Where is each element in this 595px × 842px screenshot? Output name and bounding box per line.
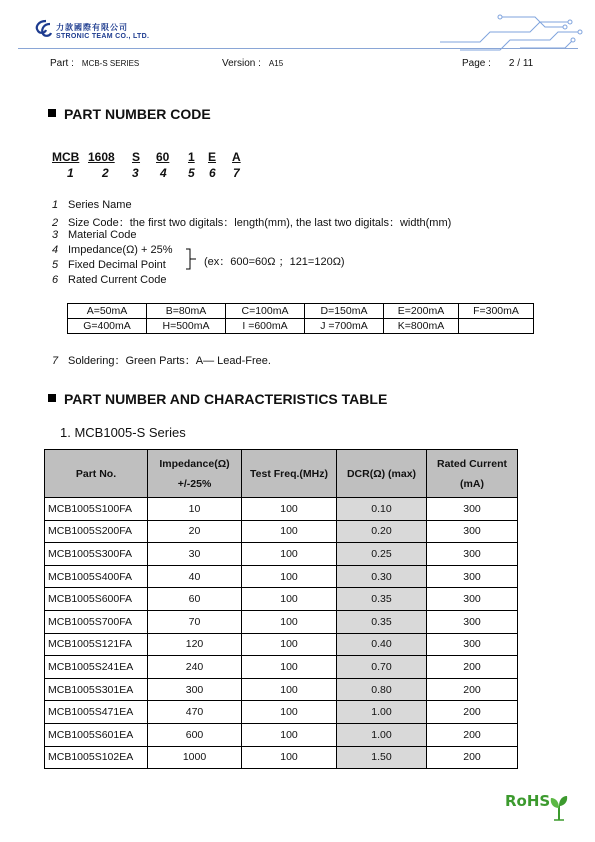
freq-cell: 100 bbox=[242, 498, 337, 521]
brace-icon bbox=[186, 248, 196, 270]
table-row bbox=[45, 543, 518, 566]
version-value: A15 bbox=[268, 59, 284, 68]
part-no-cell: MCB1005S301EA bbox=[45, 678, 148, 701]
dcr-cell: 0.25 bbox=[337, 543, 427, 566]
dcr-cell: 0.20 bbox=[337, 520, 427, 543]
section-title: PART NUMBER AND CHARACTERISTICS TABLE bbox=[64, 391, 388, 407]
code-part: MCB bbox=[52, 150, 80, 164]
version-label: Version : bbox=[222, 58, 261, 69]
impedance-cell: 70 bbox=[148, 610, 242, 633]
square-bullet-icon bbox=[48, 109, 56, 117]
explanation-item: 4 Impedance(Ω) + 25% bbox=[52, 244, 173, 256]
code-index: 7 bbox=[233, 166, 240, 180]
current-cell: 300 bbox=[427, 588, 518, 611]
current-cell: 300 bbox=[427, 610, 518, 633]
freq-cell: 100 bbox=[242, 610, 337, 633]
header-divider bbox=[18, 48, 578, 49]
part-no-cell: MCB1005S400FA bbox=[45, 565, 148, 588]
impedance-cell: 120 bbox=[148, 633, 242, 656]
code-index: 1 bbox=[67, 166, 74, 180]
table-row bbox=[45, 746, 518, 769]
explanation-item: 6 Rated Current Code bbox=[52, 274, 167, 286]
current-code-cell: J =700mA bbox=[305, 319, 384, 334]
header-part-no: Part No. bbox=[45, 450, 148, 498]
part-no-cell: MCB1005S471EA bbox=[45, 701, 148, 724]
table-row bbox=[45, 565, 518, 588]
part-no-cell: MCB1005S700FA bbox=[45, 610, 148, 633]
impedance-cell: 300 bbox=[148, 678, 242, 701]
dcr-cell: 1.00 bbox=[337, 701, 427, 724]
impedance-cell: 600 bbox=[148, 723, 242, 746]
current-code-cell: H=500mA bbox=[147, 319, 226, 334]
code-part: 1608 bbox=[88, 150, 115, 164]
part-field bbox=[50, 58, 139, 69]
rohs-logo: RoHS bbox=[505, 792, 551, 810]
part-no-cell: MCB1005S600FA bbox=[45, 588, 148, 611]
code-index: 2 bbox=[102, 166, 109, 180]
current-cell: 300 bbox=[427, 633, 518, 656]
table-row bbox=[45, 520, 518, 543]
header-test-freq: Test Freq.(MHz) bbox=[242, 450, 337, 498]
current-cell: 200 bbox=[427, 746, 518, 769]
current-cell: 300 bbox=[427, 543, 518, 566]
table-row bbox=[45, 678, 518, 701]
soldering-note: 7 Soldering：Green Parts：A— Lead-Free. bbox=[52, 355, 271, 367]
dcr-cell: 0.40 bbox=[337, 633, 427, 656]
impedance-cell: 240 bbox=[148, 656, 242, 679]
table-row bbox=[45, 610, 518, 633]
part-label: Part : bbox=[50, 58, 74, 69]
code-index: 6 bbox=[209, 166, 216, 180]
freq-cell: 100 bbox=[242, 633, 337, 656]
page-field bbox=[462, 58, 533, 69]
code-part: A bbox=[232, 150, 241, 164]
dcr-cell: 0.30 bbox=[337, 565, 427, 588]
sprout-leaf-icon bbox=[548, 794, 570, 822]
current-code-cell: D=150mA bbox=[305, 304, 384, 319]
series-title: 1. MCB1005-S Series bbox=[60, 425, 186, 440]
explanation-item: 2 Size Code：the first two digitals：length(mm), the last two digitals：width(mm) bbox=[52, 217, 452, 229]
part-no-cell: MCB1005S300FA bbox=[45, 543, 148, 566]
table-row bbox=[68, 319, 534, 334]
freq-cell: 100 bbox=[242, 520, 337, 543]
header-rated-current: Rated Current (mA) bbox=[427, 450, 518, 498]
freq-cell: 100 bbox=[242, 723, 337, 746]
impedance-cell: 60 bbox=[148, 588, 242, 611]
code-part: 60 bbox=[156, 150, 170, 164]
dcr-cell: 1.00 bbox=[337, 723, 427, 746]
current-cell: 300 bbox=[427, 565, 518, 588]
current-code-cell: F=300mA bbox=[459, 304, 534, 319]
version-field bbox=[222, 58, 283, 69]
impedance-cell: 470 bbox=[148, 701, 242, 724]
code-part: E bbox=[208, 150, 217, 164]
current-code-cell: E=200mA bbox=[384, 304, 459, 319]
page-value: 2 / 11 bbox=[508, 58, 534, 69]
dcr-cell: 0.10 bbox=[337, 498, 427, 521]
current-code-cell: A=50mA bbox=[68, 304, 147, 319]
impedance-cell: 30 bbox=[148, 543, 242, 566]
page-label: Page : bbox=[462, 58, 491, 69]
impedance-cell: 10 bbox=[148, 498, 242, 521]
table-row bbox=[45, 633, 518, 656]
freq-cell: 100 bbox=[242, 656, 337, 679]
current-cell: 300 bbox=[427, 498, 518, 521]
current-code-cell bbox=[459, 319, 534, 334]
impedance-cell: 40 bbox=[148, 565, 242, 588]
header-dcr: DCR(Ω) (max) bbox=[337, 450, 427, 498]
table-row bbox=[45, 656, 518, 679]
current-code-cell: B=80mA bbox=[147, 304, 226, 319]
dcr-cell: 0.80 bbox=[337, 678, 427, 701]
part-no-cell: MCB1005S102EA bbox=[45, 746, 148, 769]
company-logo-icon bbox=[32, 18, 54, 40]
part-no-cell: MCB1005S241EA bbox=[45, 656, 148, 679]
company-name-chinese: 力款國際有限公司 bbox=[56, 23, 128, 32]
company-name-english: STRONIC TEAM CO., LTD. bbox=[56, 33, 150, 40]
current-cell: 200 bbox=[427, 678, 518, 701]
current-code-cell: C=100mA bbox=[226, 304, 305, 319]
part-value: MCB-S SERIES bbox=[81, 59, 140, 68]
part-no-cell: MCB1005S200FA bbox=[45, 520, 148, 543]
table-row bbox=[68, 304, 534, 319]
part-no-cell: MCB1005S601EA bbox=[45, 723, 148, 746]
impedance-cell: 1000 bbox=[148, 746, 242, 769]
circuit-decoration-icon bbox=[440, 12, 585, 52]
characteristics-table bbox=[44, 449, 518, 769]
dcr-cell: 1.50 bbox=[337, 746, 427, 769]
explanation-item: 5 Fixed Decimal Point bbox=[52, 259, 166, 271]
table-row bbox=[45, 723, 518, 746]
impedance-example-note: (ex：600=60Ω ；121=120Ω) bbox=[204, 256, 345, 268]
table-row bbox=[45, 701, 518, 724]
current-code-cell: G=400mA bbox=[68, 319, 147, 334]
code-index: 5 bbox=[188, 166, 195, 180]
code-part: 1 bbox=[188, 150, 195, 164]
freq-cell: 100 bbox=[242, 543, 337, 566]
section-part-number-code bbox=[48, 106, 211, 122]
current-cell: 200 bbox=[427, 656, 518, 679]
code-index: 3 bbox=[132, 166, 139, 180]
explanation-item: 3 Material Code bbox=[52, 229, 137, 241]
section-characteristics-table bbox=[48, 391, 387, 407]
dcr-cell: 0.70 bbox=[337, 656, 427, 679]
freq-cell: 100 bbox=[242, 588, 337, 611]
table-row bbox=[45, 498, 518, 521]
table-header-row bbox=[45, 450, 518, 498]
freq-cell: 100 bbox=[242, 565, 337, 588]
dcr-cell: 0.35 bbox=[337, 588, 427, 611]
current-cell: 200 bbox=[427, 701, 518, 724]
current-cell: 300 bbox=[427, 520, 518, 543]
freq-cell: 100 bbox=[242, 746, 337, 769]
part-no-cell: MCB1005S100FA bbox=[45, 498, 148, 521]
square-bullet-icon bbox=[48, 394, 56, 402]
freq-cell: 100 bbox=[242, 701, 337, 724]
dcr-cell: 0.35 bbox=[337, 610, 427, 633]
impedance-cell: 20 bbox=[148, 520, 242, 543]
current-cell: 200 bbox=[427, 723, 518, 746]
current-code-cell: K=800mA bbox=[384, 319, 459, 334]
header-impedance: Impedance(Ω) +/-25% bbox=[148, 450, 242, 498]
code-index: 4 bbox=[160, 166, 167, 180]
section-title: PART NUMBER CODE bbox=[64, 106, 211, 122]
code-part: S bbox=[132, 150, 141, 164]
freq-cell: 100 bbox=[242, 678, 337, 701]
table-row bbox=[45, 588, 518, 611]
current-code-cell: I =600mA bbox=[226, 319, 305, 334]
rated-current-code-table bbox=[67, 303, 534, 334]
explanation-item: 1 Series Name bbox=[52, 199, 132, 211]
part-no-cell: MCB1005S121FA bbox=[45, 633, 148, 656]
